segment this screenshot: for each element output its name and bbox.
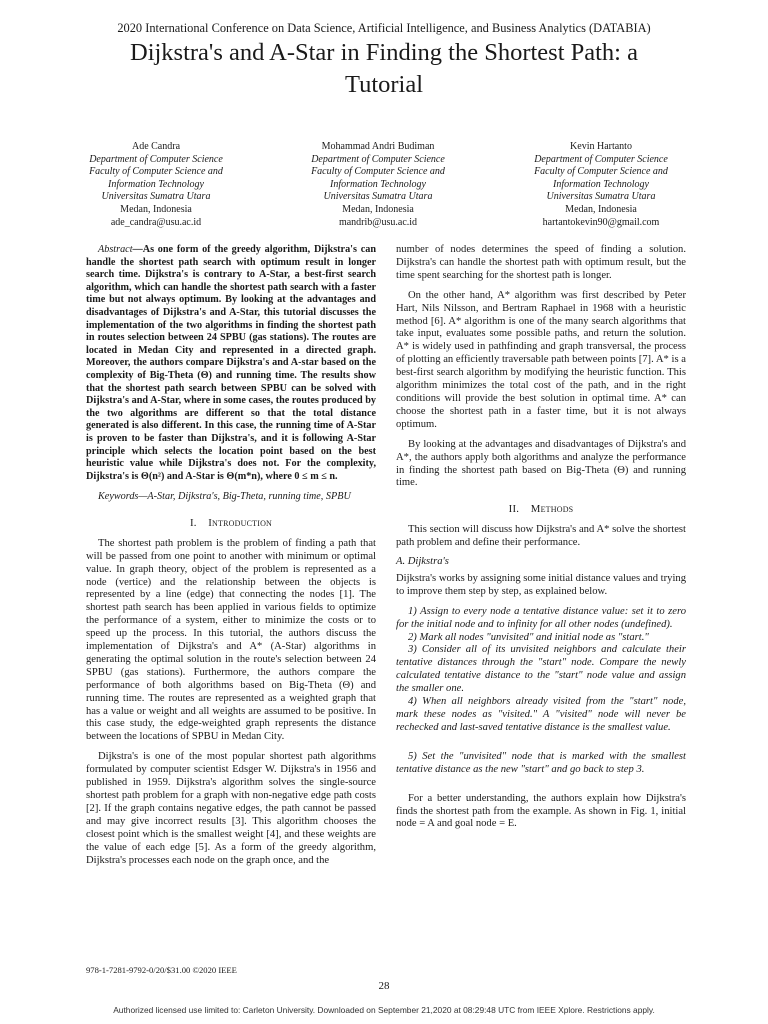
dijkstra-step-1: 1) Assign to every node a tentative distance value: set it to zero for the initial node and to infinity for all other nodes (undefined). <box>396 605 686 630</box>
abstract-label: Abstract <box>98 244 133 255</box>
author-city: Medan, Indonesia <box>565 203 637 215</box>
author-faculty: Faculty of Computer Science and <box>534 166 668 178</box>
author-block-1 <box>46 141 266 229</box>
abstract <box>86 244 376 483</box>
author-name: Mohammad Andri Budiman <box>321 141 435 152</box>
isbn-line: 978-1-7281-9792-0/20/$31.00 ©2020 IEEE <box>86 965 237 975</box>
author-department: Department of Computer Science <box>534 153 668 165</box>
intro-paragraph-both: By looking at the advantages and disadvantages of Dijkstra's and A*, the authors apply both algorithms and analyze the performance in finding the shortest path based on Big-Theta (Θ) and running time. <box>396 438 686 489</box>
section-number: II. <box>508 503 520 516</box>
keywords: Keywords—A-Star, Dijkstra's, Big-Theta, running time, SPBU <box>98 491 351 503</box>
intro-paragraph-2-cont: number of nodes determines the speed of finding a solution. Dijkstra's can handle the shortest path with optimum result, but the time spent searching for the shortest path is longer. <box>396 244 686 281</box>
paper-title <box>60 37 708 101</box>
author-faculty: Faculty of Computer Science and <box>311 166 445 178</box>
section-title: Introduction <box>208 516 273 529</box>
author-email[interactable]: hartantokevin90@gmail.com <box>542 216 660 228</box>
abstract-text: —As one form of the greedy algorithm, Dijkstra's can handle the shortest path search with optimum result in longer search time. Dijkstra's is contrary to A-Star, a best-first search algorithm, which can handle the shortest path search with a faster time but not always optimum. By looking at the advantages and disadvantages of Dijkstra's and A-Star, this tutorial discusses the implementation of the two algorithms in finding the shortest path in routes selection between 24 SPBU (gas stations). The routes are located in Medan City and represented in a directed graph. Moreover, the authors compare Dijkstra's and A-star based on the complexity of Big-Theta (Θ) and running time. The results show that the shortest path search between SPBU can be solved with Dijkstra's and A-Star, where in some cases, the routes produced by the two algorithms are different so that the total distance generated is also different. In this case, the running time of A-Star is proven to be faster than Dijkstra's, and it is following A-Star principle which selects the location point based on the best heuristic value while Dijkstra's does not. For the complexity, Dijkstra's is Θ(n²) and A-Star is Θ(m*n), where 0 ≤ m ≤ n. <box>86 244 376 482</box>
dijkstra-paragraph: Dijkstra's works by assigning some initial distance values and trying to improve them step by step, as explained below. <box>396 572 686 597</box>
author-faculty: Faculty of Computer Science and <box>89 166 223 178</box>
author-faculty-cont: Information Technology <box>107 178 204 190</box>
author-email[interactable]: ade_candra@usu.ac.id <box>110 216 202 228</box>
dijkstra-step-3: 3) Consider all of its unvisited neighbors and calculate their tentative distances through the "start" node. Compare the newly calculated tentative distance to the "start" node value and assign the smaller one. <box>396 644 686 695</box>
intro-paragraph-1: The shortest path problem is the problem of finding a path that will be passed from one point to another with minimum or optimal value. In graph theory, object of the problem is represented as a node (vertice) and the relationship between the objects is represented by a line (edge) that connecting the nodes [1]. The shortest path search has been applied in various fields to optimize the performance of a system, either to minimize the costs or to speed up the process. In this tutorial, the authors discuss the implementation of Dijkstra's and A* (A-Star) algorithms in generating the optimal solution in the route's selection between 24 SPBU (gas stations). Furthermore, the authors compare the performance of both algorithms based on Big-Theta (Θ) and running time. The routes are represented as a weighted graph that has a value or weight and all weights are assumed to be positive. In this case study, the edge-weighted graph represents the distance between the locations of SPBU in Medan City. <box>86 537 376 743</box>
author-block-2 <box>268 141 488 229</box>
author-name: Kevin Hartanto <box>570 141 632 152</box>
paper-title-line1: Dijkstra's and A-Star in Finding the Shortest Path: a <box>130 39 638 66</box>
author-university: Universitas Sumatra Utara <box>323 191 433 203</box>
intro-paragraph-2: Dijkstra's is one of the most popular shortest path algorithms formulated by computer scientist Edsger W. Dijkstra's in 1956 and published in 1959. Dijkstra's algorithm solves the single-source shortest path problem for a graph with non-negative edge path costs [2]. If the graph contains negative edges, the path cannot be passed and may give incorrect results [3]. This algorithm chooses the closest point which is the smallest weight [4], and these weights are the value of each edge [5]. As a form of the greedy algorithm, Dijkstra's processes each node on the graph once, and the <box>86 751 376 866</box>
author-department: Department of Computer Science <box>89 153 223 165</box>
author-city: Medan, Indonesia <box>120 203 192 215</box>
section-heading-methods <box>396 503 686 516</box>
author-city: Medan, Indonesia <box>342 203 414 215</box>
section-number: I. <box>189 516 197 529</box>
author-department: Department of Computer Science <box>311 153 445 165</box>
page-number: 28 <box>378 980 390 992</box>
example-paragraph: For a better understanding, the authors explain how Dijkstra's finds the shortest path from the example. As shown in Fig. 1, initial node = A and goal node = E. <box>396 792 686 830</box>
section-heading-introduction <box>86 517 376 530</box>
paper-title-line2: Tutorial <box>344 71 424 98</box>
author-block-3 <box>491 141 711 229</box>
dijkstra-step-2: 2) Mark all nodes "unvisited" and initial node as "start." <box>408 631 649 643</box>
right-column <box>396 244 686 831</box>
author-university: Universitas Sumatra Utara <box>546 191 656 203</box>
author-email[interactable]: mandrib@usu.ac.id <box>338 216 418 228</box>
intro-paragraph-astar: On the other hand, A* algorithm was first described by Peter Hart, Nils Nilsson, and Bertram Raphael in 1968 with a heuristic method [6]. A* algorithm is one of the many search algorithms that take input, evaluates some possible paths, and return the solution. A* is widely used in pathfinding and graph transversal, the process of plotting an efficiently traversable path between points [7]. A* is a best-first search algorithm by modifying the heuristic function. This algorithm minimizes the total cost of the path, and in the right conditions will provide the best solution in optimal time. A* can choose the shortest path in a faster time, but it is not always optimum. <box>396 289 686 430</box>
conference-header: 2020 International Conference on Data Science, Artificial Intelligence, and Business Analytics (DATABIA) <box>117 21 651 35</box>
left-column <box>86 244 376 867</box>
author-faculty-cont: Information Technology <box>552 178 649 190</box>
subsection-heading-dijkstra: A. Dijkstra's <box>396 556 449 568</box>
author-faculty-cont: Information Technology <box>329 178 426 190</box>
author-university: Universitas Sumatra Utara <box>101 191 211 203</box>
dijkstra-step-4: 4) When all neighbors already visited from the "start" node, mark these nodes as "visited." A "visited" node will never be rechecked and last-saved tentative distance is the smallest value. <box>396 696 686 733</box>
dijkstra-step-5: 5) Set the "unvisited" node that is marked with the smallest tentative distance as the new "start" and go back to step 3. <box>396 750 686 775</box>
author-name: Ade Candra <box>131 141 181 152</box>
section-title: Methods <box>530 503 574 516</box>
methods-paragraph: This section will discuss how Dijkstra's and A* solve the shortest path problem and define their performance. <box>396 524 686 549</box>
license-footer: Authorized licensed use limited to: Carleton University. Downloaded on September 21,2020 at 08:29:48 UTC from IEEE Xplore. Restrictions apply. <box>113 1005 655 1015</box>
